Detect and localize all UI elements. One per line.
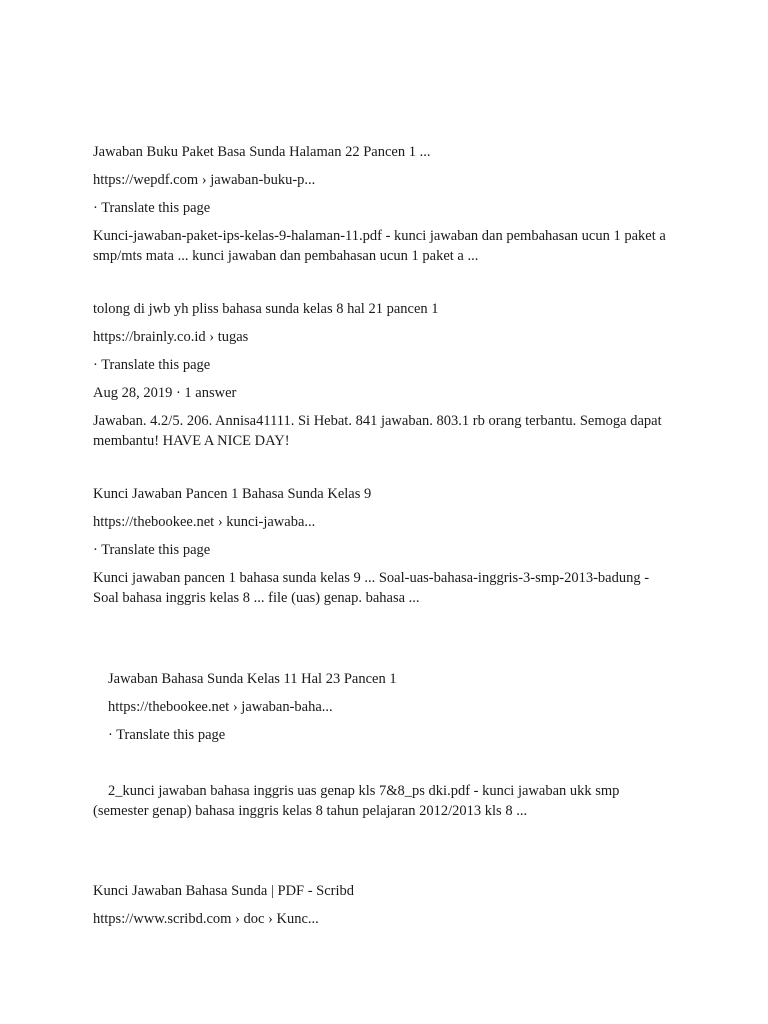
result-snippet: 2_kunci jawaban bahasa inggris uas genap kls 7&8_ps dki.pdf - kunci jawaban ukk smp (semester genap) bahasa inggris kelas 8 tahun pelajaran 2012/2013 kls 8 ... — [93, 783, 620, 819]
result-url[interactable]: https://wepdf.com › jawaban-buku-p... — [93, 172, 316, 188]
result-url[interactable]: https://brainly.co.id › tugas — [93, 329, 249, 345]
search-result — [93, 142, 673, 266]
result-snippet: Kunci-jawaban-paket-ips-kelas-9-halaman-11.pdf - kunci jawaban dan pembahasan ucun 1 paket a smp/mts mata ... kunci jawaban dan pembahasan ucun 1 paket a ... — [93, 228, 666, 264]
search-result — [93, 299, 673, 451]
translate-link[interactable]: · Translate this page — [93, 200, 211, 216]
search-result — [108, 669, 688, 745]
result-snippet: Jawaban. 4.2/5. 206. Annisa41111. Si Hebat. 841 jawaban. 803.1 rb orang terbantu. Semoga dapat membantu! HAVE A NICE DAY! — [93, 413, 662, 449]
result-title[interactable]: Jawaban Buku Paket Basa Sunda Halaman 22 Pancen 1 ... — [93, 144, 431, 160]
search-result — [93, 484, 673, 608]
result-snippet-block — [93, 781, 673, 821]
result-title[interactable]: Kunci Jawaban Pancen 1 Bahasa Sunda Kelas 9 — [93, 486, 372, 502]
translate-link[interactable]: · Translate this page — [93, 542, 211, 558]
translate-link[interactable]: · Translate this page — [108, 727, 226, 743]
result-title[interactable]: Jawaban Bahasa Sunda Kelas 11 Hal 23 Pancen 1 — [108, 671, 397, 687]
result-url[interactable]: https://thebookee.net › jawaban-baha... — [108, 699, 333, 715]
search-result — [93, 881, 673, 929]
translate-link[interactable]: · Translate this page — [93, 357, 211, 373]
result-snippet: Kunci jawaban pancen 1 bahasa sunda kelas 9 ... Soal-uas-bahasa-inggris-3-smp-2013-badung - Soal bahasa inggris kelas 8 ... file (uas) genap. bahasa ... — [93, 570, 650, 606]
result-meta: Aug 28, 2019 · 1 answer — [93, 385, 237, 401]
result-url[interactable]: https://www.scribd.com › doc › Kunc... — [93, 911, 319, 927]
result-url[interactable]: https://thebookee.net › kunci-jawaba... — [93, 514, 316, 530]
result-title[interactable]: Kunci Jawaban Bahasa Sunda | PDF - Scribd — [93, 883, 355, 899]
result-title[interactable]: tolong di jwb yh pliss bahasa sunda kelas 8 hal 21 pancen 1 — [93, 301, 439, 317]
